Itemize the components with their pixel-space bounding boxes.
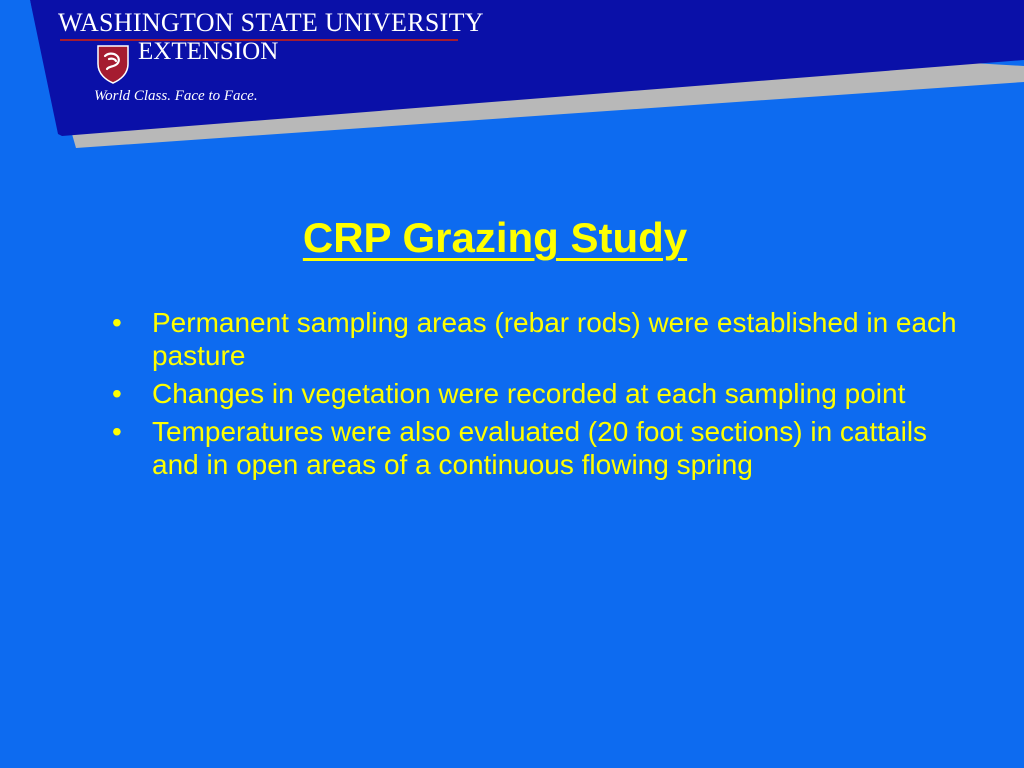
bullet-text: Changes in vegetation were recorded at each sampling point — [152, 378, 906, 409]
bullet-marker: • — [112, 416, 122, 447]
slide-title: CRP Grazing Study — [302, 214, 688, 261]
bullet-marker: • — [112, 307, 122, 338]
wsu-extension-logo — [58, 6, 484, 106]
bullet-item — [112, 306, 972, 372]
bullet-text: Temperatures were also evaluated (20 foot sections) in cattails and in open areas of a continuous flowing spring — [152, 416, 928, 480]
university-name: WASHINGTON STATE UNIVERSITY — [58, 8, 484, 37]
logo-tagline: World Class. Face to Face. — [94, 88, 258, 104]
extension-name: EXTENSION — [138, 38, 279, 65]
bullet-item — [112, 415, 972, 481]
bullet-list — [112, 306, 972, 486]
bullet-text: Permanent sampling areas (rebar rods) were established in each pasture — [152, 307, 957, 371]
wsu-cougar-shield-icon — [96, 44, 130, 84]
bullet-marker: • — [112, 378, 122, 409]
bullet-item — [112, 377, 972, 410]
